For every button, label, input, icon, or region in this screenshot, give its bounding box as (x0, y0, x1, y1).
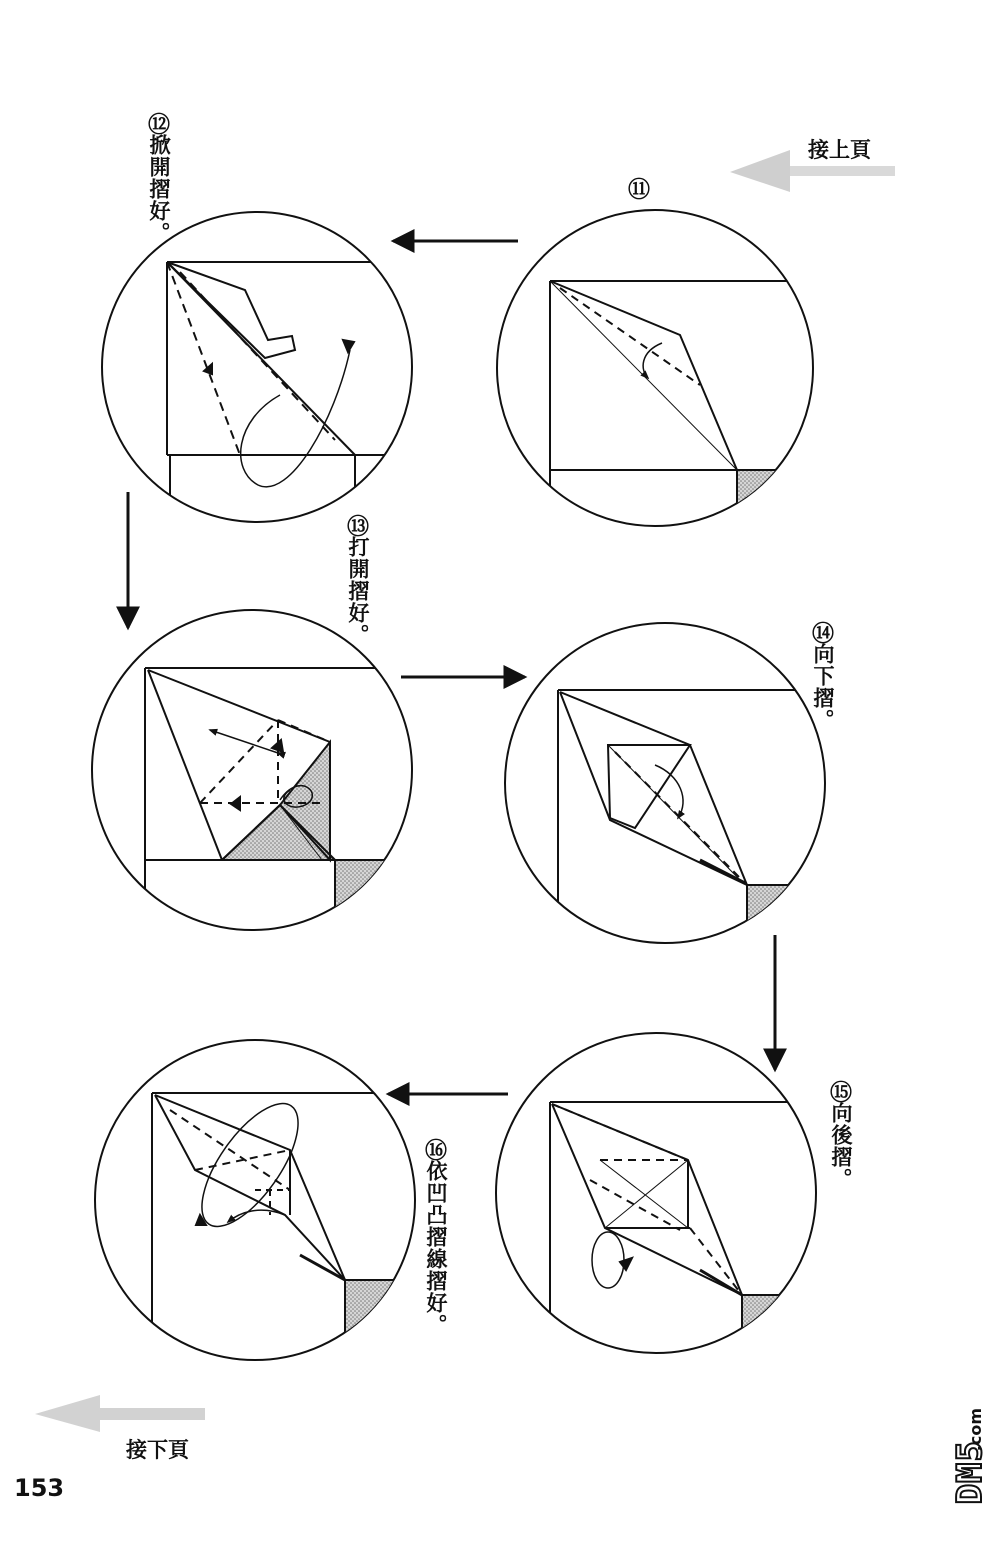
step-16-caption: 依凹凸摺線摺好。 (424, 1160, 448, 1336)
watermark-logo: DM5 (950, 1440, 990, 1505)
continue-from-label: 接上頁 (808, 138, 871, 162)
step-16-diagram (95, 1040, 415, 1370)
step-16-number: ⑯ (425, 1139, 448, 1164)
continue-to-arrow (35, 1395, 205, 1432)
step-12-caption: 掀開摺好。 (147, 134, 171, 244)
watermark-suffix: .com (966, 1408, 985, 1452)
step-11-diagram (497, 210, 813, 530)
step-13-number: ⑬ (347, 515, 370, 540)
continue-to-label: 接下頁 (126, 1438, 189, 1462)
step-12-number: ⑫ (148, 113, 171, 138)
step-13-caption: 打開摺好。 (346, 536, 370, 646)
step-13-diagram (92, 610, 412, 930)
step-14-caption: 向下摺。 (811, 643, 835, 731)
page-number: 153 (14, 1474, 65, 1502)
step-14-number: ⑭ (812, 622, 835, 647)
step-11-number: ⑪ (628, 178, 651, 203)
step-15-number: ⑮ (830, 1081, 853, 1106)
step-14-diagram (505, 623, 825, 945)
step-12-diagram (102, 212, 420, 530)
step-15-diagram (496, 1033, 816, 1360)
step-15-caption: 向後摺。 (829, 1102, 853, 1190)
